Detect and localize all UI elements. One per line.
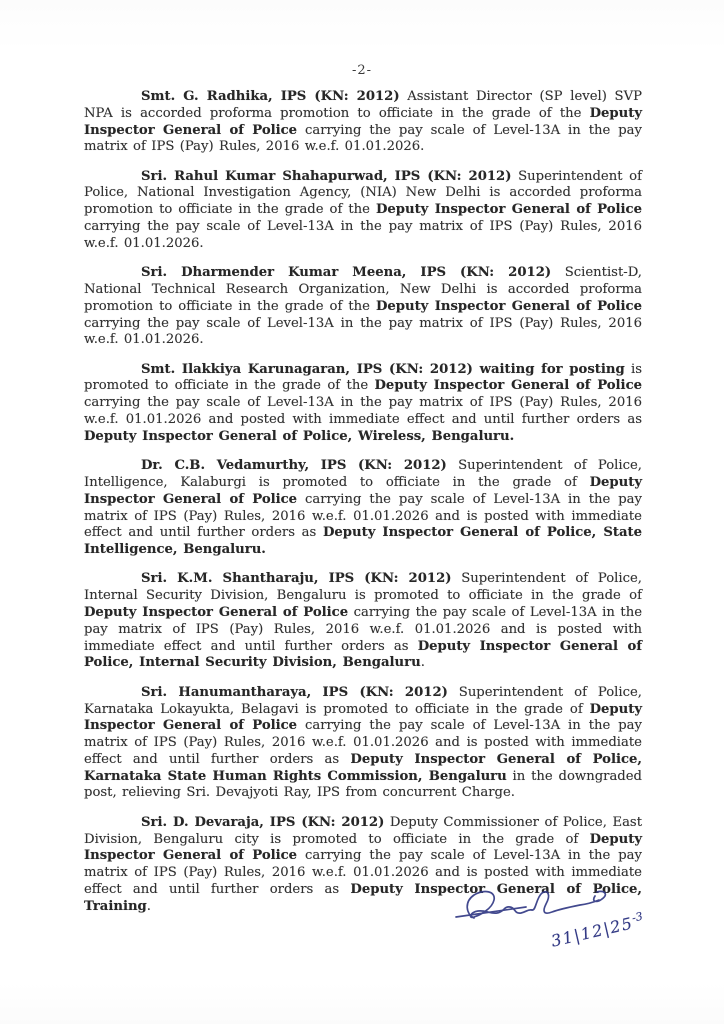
paragraph-bold-run: Deputy Inspector General of Police, Wireless, Bengaluru.: [84, 428, 515, 444]
paragraph-bold-run: Sri. D. Devaraja, IPS (KN: 2012): [141, 814, 385, 830]
paragraph: [84, 685, 642, 803]
paragraph-bold-run: Dr. C.B. Vedamurthy, IPS (KN: 2012): [141, 458, 447, 474]
paragraph-bold-run: Deputy Inspector General of Police: [374, 378, 642, 394]
paragraph-bold-run: Sri. Rahul Kumar Shahapurwad, IPS (KN: 2012): [141, 168, 512, 184]
paragraph-text-run: Superintendent of Police, Internal Security Division, Bengaluru is promoted to officiate in the grade of: [84, 571, 642, 604]
paragraph-bold-run: Deputy Inspector General of Police: [84, 605, 349, 621]
paragraph: [84, 265, 642, 349]
paragraph-text-run: .: [420, 655, 425, 671]
paragraph-bold-run: Smt. Ilakkiya Karunagaran, IPS (KN: 2012) waiting for posting: [141, 361, 625, 377]
paragraph-bold-run: Deputy Inspector General of Police: [375, 202, 642, 218]
paragraph-bold-run: Deputy Inspector General of Police, State Intelligence, Bengaluru.: [84, 525, 642, 558]
paragraph-text-run: Superintendent of Police, National Investigation Agency, (NIA) New Delhi is accorded proforma promotion to officiate in the grade of the: [84, 168, 642, 218]
paragraph-text-run: is promoted to officiate in the grade of the: [84, 361, 642, 394]
paragraph-text-run: carrying the pay scale of Level-13A in the pay matrix of IPS (Pay) Rules, 2016 w.e.f. 01.01.2026.: [84, 315, 642, 348]
paragraph-text-run: carrying the pay scale of Level-13A in the pay matrix of IPS (Pay) Rules, 2016 w.e.f. 01.01.2026 and is posted with immediate effect and until further orders as: [84, 848, 642, 897]
paragraph: [84, 458, 642, 559]
signature-block: [452, 884, 662, 979]
paragraph-bold-run: Sri. Dharmender Kumar Meena, IPS (KN: 2012): [141, 265, 552, 281]
signature-date-mark: -3: [630, 909, 645, 925]
paragraph: [84, 571, 642, 672]
paragraph-bold-run: Deputy Inspector General of Police: [84, 831, 642, 864]
paragraph-bold-run: Sri. K.M. Shantharaju, IPS (KN: 2012): [141, 571, 452, 587]
paragraph-text-run: Deputy Commissioner of Police, East Division, Bengaluru city is promoted to officiate in the grade of: [84, 814, 642, 847]
paragraph-text-run: carrying the pay scale of Level-13A in the pay matrix of IPS (Pay) Rules, 2016 w.e.f. 01.01.2026 and posted with immediate effect and until further orders as: [84, 395, 642, 428]
paragraph-bold-run: Deputy Inspector General of Police, Training: [84, 881, 643, 914]
paragraph-text-run: in the downgraded post, relieving Sri. Devajyoti Ray, IPS from concurrent Charge.: [84, 768, 642, 801]
paragraph-bold-run: Deputy Inspector General of Police: [84, 474, 642, 507]
paragraph-bold-run: Sri. Hanumantharaya, IPS (KN: 2012): [141, 684, 448, 700]
paragraph-text-run: carrying the pay scale of Level-13A in the pay matrix of IPS (Pay) Rules, 2016 w.e.f. 01.01.2026.: [84, 219, 642, 251]
paragraph-text-run: Superintendent of Police, Intelligence, Kalaburgi is promoted to officiate in the grade of: [84, 458, 642, 490]
paragraph-text-run: Scientist-D, National Technical Research Organization, New Delhi is accorded proforma promotion to officiate in the grade of the: [84, 265, 642, 314]
signature-date-text: 31|12|25: [549, 913, 636, 951]
document-body: [84, 89, 645, 928]
paragraph-text-run: Superintendent of Police, Karnataka Lokayukta, Belagavi is promoted to officiate in the grade of: [84, 684, 642, 717]
paragraph-bold-run: Deputy Inspector General of Police: [84, 701, 642, 734]
paragraph-bold-run: Deputy Inspector General of Police, Karnataka State Human Rights Commission, Bengaluru: [84, 751, 643, 784]
paragraph-text-run: carrying the pay scale of Level-13A in the pay matrix of IPS (Pay) Rules, 2016 w.e.f. 01.01.2026 and is posted with immediate effect and until further orders as: [84, 491, 642, 541]
paragraph: [84, 169, 642, 253]
paragraph-text-run: .: [146, 898, 151, 914]
paragraph-text-run: carrying the pay scale of Level-13A in the pay matrix of IPS (Pay) Rules, 2016 w.e.f. 01.01.2026 and is posted with immediate effect and until further orders as: [84, 718, 642, 767]
paragraph-bold-run: Deputy Inspector General of Police: [84, 105, 642, 138]
paragraph-text-run: Assistant Director (SP level) SVP NPA is accorded proforma promotion to officiate in the grade of the: [84, 89, 642, 121]
page-number: -2-: [351, 63, 373, 78]
paragraph-bold-run: Deputy Inspector General of Police, Internal Security Division, Bengaluru: [84, 638, 642, 671]
paragraph-text-run: carrying the pay scale of Level-13A in the pay matrix of IPS (Pay) Rules, 2016 w.e.f. 01.01.2026 and is posted with immediate effect and until further orders as: [84, 605, 642, 654]
paragraph: [84, 89, 642, 156]
paragraph: [84, 362, 642, 446]
paragraph-text-run: carrying the pay scale of Level-13A in the pay matrix of IPS (Pay) Rules, 2016 w.e.f. 01.01.2026.: [84, 122, 642, 155]
paragraph-bold-run: Deputy Inspector General of Police: [375, 298, 642, 314]
paragraph-bold-run: Smt. G. Radhika, IPS (KN: 2012): [141, 89, 400, 104]
